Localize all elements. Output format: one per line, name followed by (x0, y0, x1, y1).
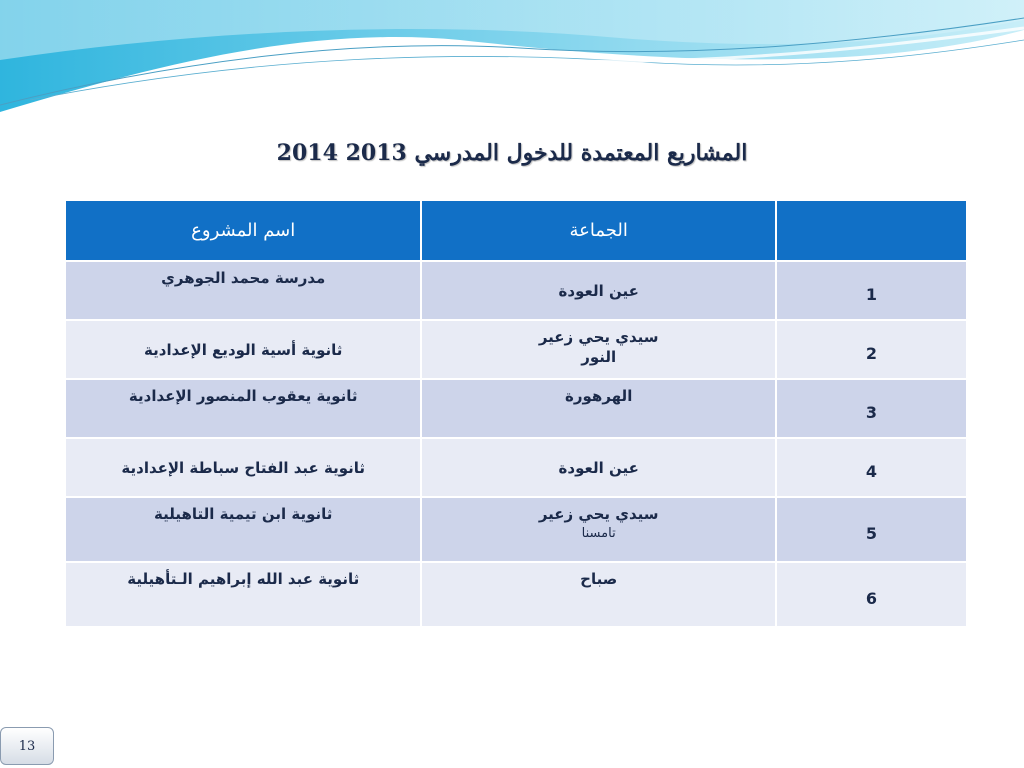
row-number: 1 (776, 261, 967, 320)
commune-name: عين العودة (558, 458, 639, 477)
commune-subname: تامسنا (581, 526, 616, 541)
header-number (776, 200, 967, 261)
top-wave-decoration (0, 0, 1024, 130)
table-row (65, 562, 967, 627)
row-commune (421, 320, 775, 379)
commune-name: الهرهورة (565, 387, 633, 405)
commune-subname: النور (581, 348, 617, 366)
header-project: اسم المشروع (65, 200, 421, 261)
table-row (65, 438, 967, 497)
page-number-badge: 13 (0, 727, 54, 765)
row-number: 3 (776, 379, 967, 438)
row-project: ثانوية عبد الفتاح سباطة الإعدادية (65, 438, 421, 497)
row-project: ثانوية يعقوب المنصور الإعدادية (65, 379, 421, 438)
row-commune (421, 261, 775, 320)
row-commune (421, 497, 775, 562)
row-project: ثانوية أسية الوديع الإعدادية (65, 320, 421, 379)
commune-name: صباح (580, 570, 618, 588)
table-row (65, 497, 967, 562)
row-project: مدرسة محمد الجوهري (65, 261, 421, 320)
row-number: 6 (776, 562, 967, 627)
row-project: ثانوية عبد الله إبراهيم الـتأهيلية (65, 562, 421, 627)
projects-table (64, 199, 968, 628)
row-commune (421, 438, 775, 497)
table-header-row (65, 200, 967, 261)
commune-name: عين العودة (558, 281, 639, 300)
row-number: 2 (776, 320, 967, 379)
slide-title: المشاريع المعتمدة للدخول المدرسي 2013 2014 (276, 140, 748, 166)
table-row (65, 261, 967, 320)
row-number: 4 (776, 438, 967, 497)
row-commune (421, 379, 775, 438)
commune-name: سيدي يحي زعير (538, 328, 659, 346)
row-number: 5 (776, 497, 967, 562)
row-commune (421, 562, 775, 627)
table-row (65, 379, 967, 438)
header-commune: الجماعة (421, 200, 775, 261)
table-row (65, 320, 967, 379)
commune-name: سيدي يحي زعير (538, 505, 659, 523)
row-project: ثانوية ابن تيمية التاهيلية (65, 497, 421, 562)
